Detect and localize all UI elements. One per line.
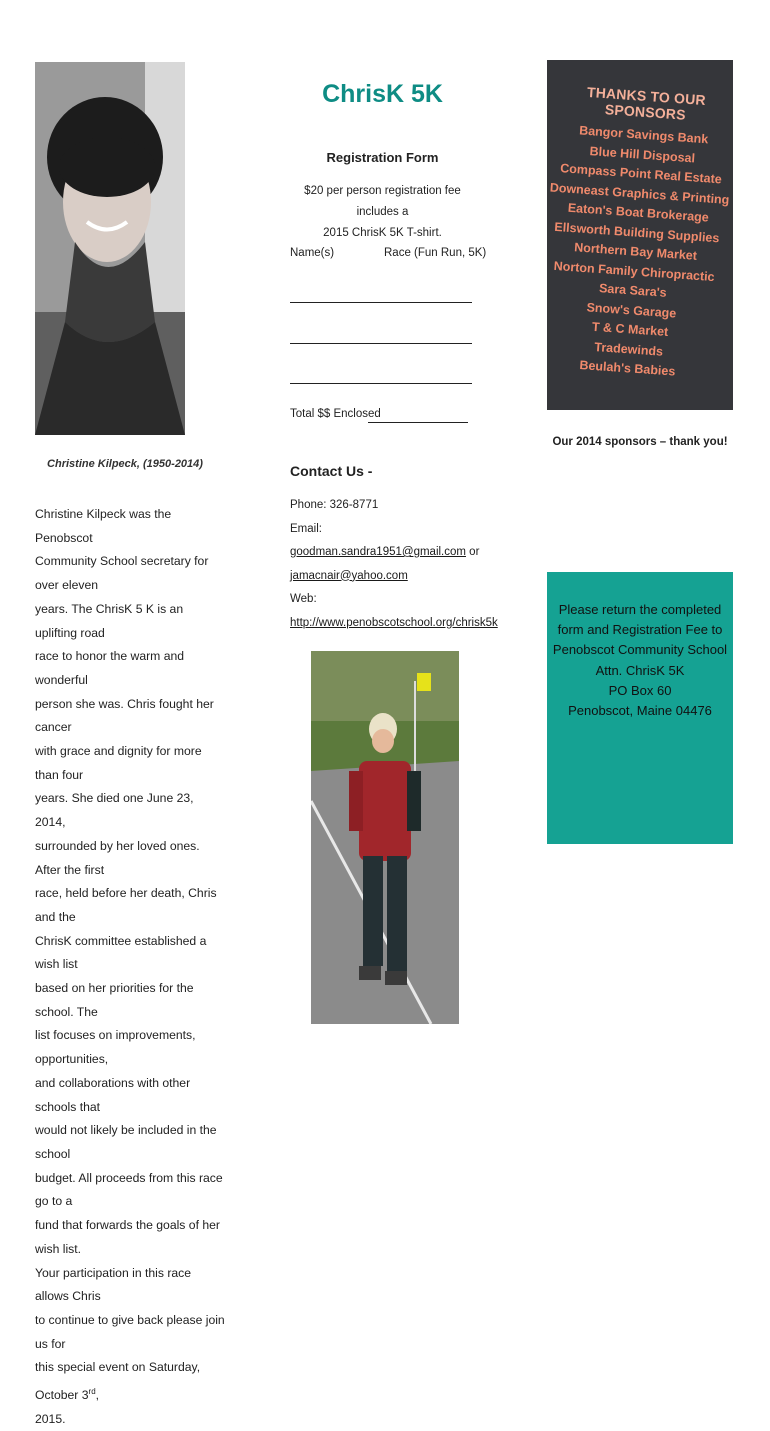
bio-date-comma: , (95, 1388, 100, 1403)
portrait-illustration (35, 62, 185, 435)
sponsor-item: Tradewinds (593, 339, 664, 359)
email-link-1[interactable]: goodman.sandra1951@gmail.com (290, 546, 466, 558)
sponsor-item: T & C Market (591, 319, 669, 340)
sponsor-item: Beulah's Babies (578, 357, 676, 379)
name-label: Name(s) (290, 247, 335, 259)
sponsor-item: Snow's Garage (586, 299, 677, 321)
sponsor-item: Norton Family Chiropractic (553, 258, 716, 284)
sponsor-item: Blue Hill Disposal (589, 143, 696, 166)
sponsor-item: Bangor Savings Bank (578, 123, 709, 147)
bio-line: years. The ChrisK 5 K is an uplifting road (35, 601, 184, 640)
runner-illustration (311, 651, 459, 1024)
bio-date-suffix: rd (88, 1387, 96, 1397)
return-line: Attn. ChrisK 5K (595, 662, 685, 678)
bio-line: race to honor the warm and wonderful (35, 649, 185, 687)
return-address-box (547, 572, 733, 844)
bio-line: and collaborations with other schools that (35, 1075, 191, 1114)
sponsor-item: Northern Bay Market (573, 240, 698, 263)
web-label: Web: (290, 593, 317, 605)
form-entry-line[interactable] (290, 302, 472, 303)
shirt-heading: THANKS TO OUR SPONSORS (586, 83, 707, 123)
sponsor-item: Sara Sara's (598, 281, 668, 300)
email-or: or (465, 546, 480, 558)
bio-line-date (35, 1356, 225, 1407)
return-address (547, 600, 733, 721)
bio-line: would not likely be included in the school (35, 1123, 217, 1161)
contact-phone: Phone: 326-8771 (290, 499, 379, 511)
bio-line: person she was. Chris fought her cancer (35, 696, 214, 735)
shirt-sponsor-list (547, 82, 733, 385)
form-entry-line[interactable] (290, 343, 472, 344)
bio-line: Christine Kilpeck was the Penobscot (35, 507, 172, 545)
bio-line: race, held before her death, Chris and the (35, 886, 217, 924)
return-line: form and Registration Fee to (557, 622, 723, 638)
total-enclosed-label: Total $$ Enclosed (290, 408, 381, 420)
contact-details (290, 494, 498, 635)
return-line: Penobscot, Maine 04476 (568, 703, 712, 719)
fee-line: 2015 ChrisK 5K T-shirt. (323, 227, 442, 239)
bio-line: fund that forwards the goals of her wish list. (35, 1218, 220, 1256)
contact-title: Contact Us - (290, 463, 373, 479)
bio-date-text: this special event on Saturday, October 3 (35, 1360, 201, 1403)
website-link[interactable]: http://www.penobscotschool.org/chrisk5k (290, 616, 498, 629)
bio-line: list focuses on improvements, opportunities, (35, 1028, 196, 1067)
form-entry-line[interactable] (290, 383, 472, 384)
bio-line: Community School secretary for over eleven (35, 554, 209, 593)
sponsor-item: Compass Point Real Estate (559, 161, 723, 187)
event-title: ChrisK 5K (322, 80, 443, 108)
bio-line: years. She died one June 23, 2014, (35, 791, 194, 830)
registration-form-title: Registration Form (326, 150, 439, 165)
sponsor-item: Eaton's Boat Brokerage (567, 200, 710, 225)
bio-line: budget. All proceeds from this race go to a (35, 1170, 223, 1209)
portrait-photo (35, 62, 185, 435)
contact-email-line (290, 518, 490, 565)
email-link-2[interactable]: jamacnair@yahoo.com (290, 569, 408, 582)
sponsor-item: Ellsworth Building Supplies (553, 219, 720, 245)
bio-line: based on her priorities for the school. The (35, 981, 194, 1019)
sponsor-item: Downeast Graphics & Printing (549, 179, 730, 207)
return-line: Please return the completed (558, 602, 722, 617)
bio-line: 2015. (35, 1411, 66, 1426)
bio-paragraph (35, 503, 225, 1431)
return-line: Penobscot Community School (552, 642, 728, 658)
bio-line: to continue to give back please join us for (35, 1312, 225, 1351)
bio-line: ChrisK committee established a wish list (35, 933, 207, 972)
bio-line: with grace and dignity for more than four (35, 744, 202, 782)
bio-line: Your participation in this race allows Chris (35, 1265, 192, 1304)
bio-line: surrounded by her loved ones. After the first (35, 838, 200, 877)
email-prefix: Email: (290, 522, 322, 535)
fee-line: $20 per person registration fee includes a (304, 185, 461, 218)
portrait-caption: Christine Kilpeck, (1950-2014) (47, 458, 203, 470)
runner-photo (311, 651, 459, 1024)
total-enclosed-line[interactable] (368, 422, 468, 423)
return-line: PO Box 60 (608, 682, 672, 698)
sponsor-thanks-note: Our 2014 sponsors – thank you! (552, 436, 728, 448)
sponsor-shirt-photo (547, 60, 733, 410)
race-label: Race (Fun Run, 5K) (384, 247, 487, 259)
fee-description (290, 181, 475, 244)
